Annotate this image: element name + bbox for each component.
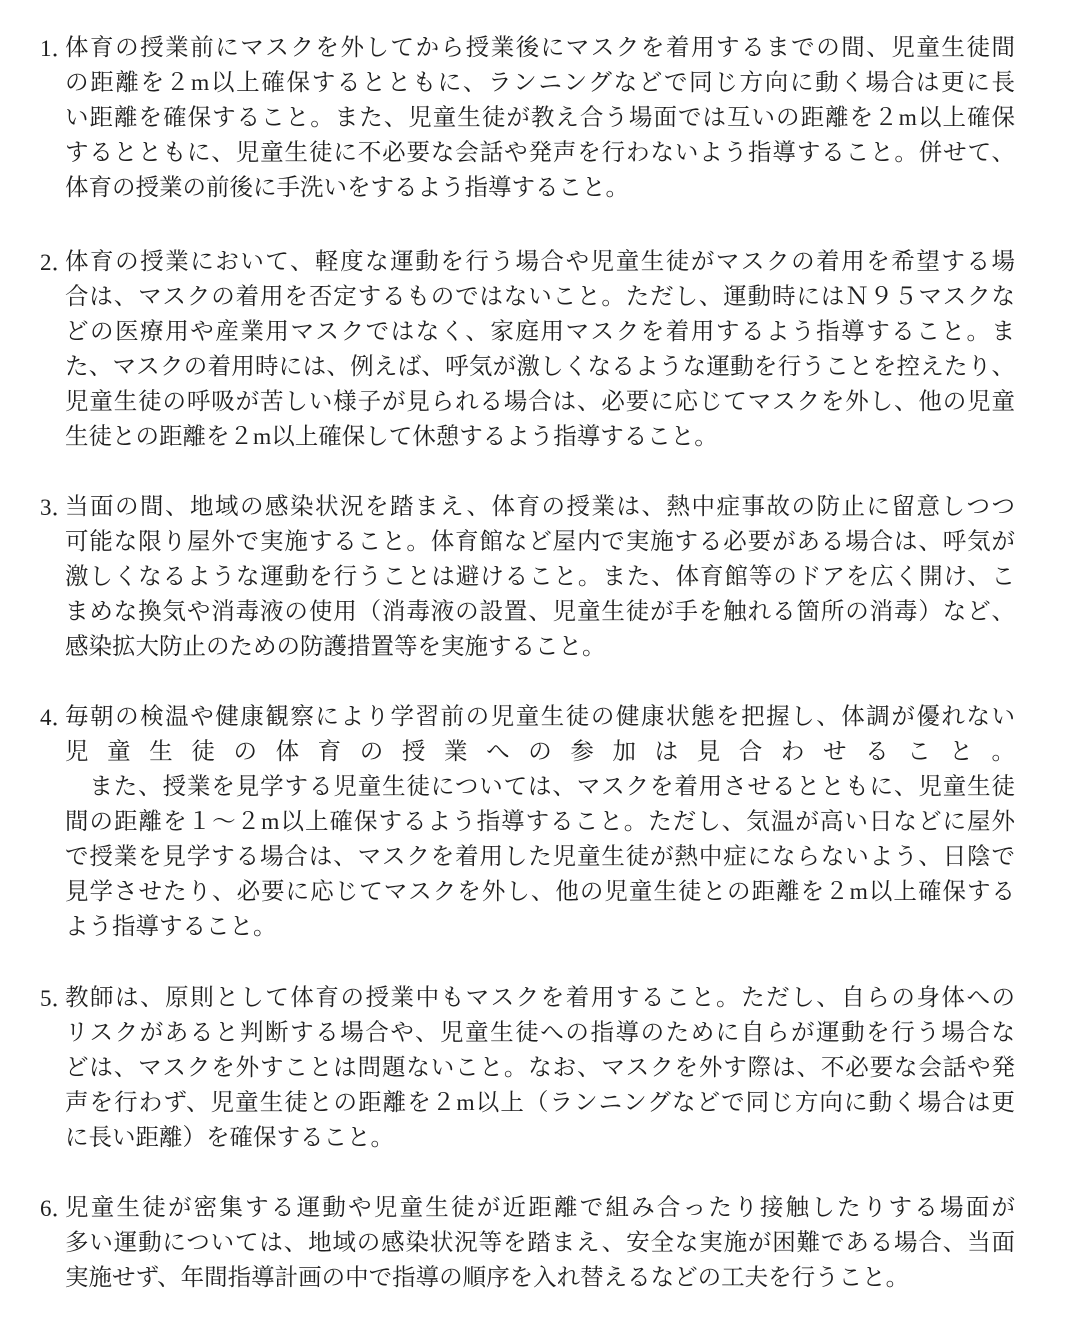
paragraph-line: 児童生徒の体育の授業への参加は見合わせること。: [65, 739, 1015, 765]
paragraph-line: 児童生徒の呼吸が苦しい様子が見られる場合は、必要に応じてマスクを外し、他の児童: [65, 389, 1015, 415]
paragraph-line: 合は、マスクの着用を否定するものではないこと。ただし、運動時にはＮ９５マスクな: [65, 284, 1015, 310]
paragraph-line: た、マスクの着用時には、例えば、呼気が激しくなるような運動を行うことを控えたり、: [65, 354, 1015, 380]
paragraph-line: 声を行わず、児童生徒との距離を２m以上（ランニングなどで同じ方向に動く場合は更: [65, 1090, 1015, 1116]
paragraph-line: まめな換気や消毒液の使用（消毒液の設置、児童生徒が手を触れる箇所の消毒）など、: [65, 599, 1015, 625]
paragraph-line: どは、マスクを外すことは問題ないこと。なお、マスクを外す際は、不必要な会話や発: [65, 1055, 1015, 1081]
numbered-paragraph: [40, 700, 1015, 945]
paragraph-line: 可能な限り屋外で実施すること。体育館など屋内で実施する必要がある場合は、呼気が: [65, 529, 1015, 555]
numbered-paragraph: [40, 490, 1015, 665]
numbered-paragraph: [40, 245, 1015, 455]
paragraph-line: 児童生徒が密集する運動や児童生徒が近距離で組み合ったり接触したりする場面が: [65, 1195, 1015, 1221]
paragraph-line: 体育の授業において、軽度な運動を行う場合や児童生徒がマスクの着用を希望する場: [65, 249, 1015, 275]
paragraph-line: 見学させたり、必要に応じてマスクを外し、他の児童生徒との距離を２m以上確保する: [65, 879, 1015, 905]
paragraph-line: 毎朝の検温や健康観察により学習前の児童生徒の健康状態を把握し、体調が優れない: [65, 704, 1015, 730]
paragraph-line: するとともに、児童生徒に不必要な会話や発声を行わないよう指導すること。併せて、: [65, 140, 1015, 166]
paragraph-line: リスクがあると判断する場合や、児童生徒への指導のために自らが運動を行う場合な: [65, 1020, 1015, 1046]
paragraph-line: 激しくなるような運動を行うことは避けること。また、体育館等のドアを広く開け、こ: [65, 564, 1015, 590]
paragraph-line: で授業を見学する場合は、マスクを着用した児童生徒が熱中症にならないよう、日陰で: [65, 844, 1015, 870]
paragraph-line: の距離を２m以上確保するとともに、ランニングなどで同じ方向に動く場合は更に長: [65, 70, 1015, 96]
paragraph-line: 感染拡大防止のための防護措置等を実施すること。: [65, 634, 606, 660]
paragraph-line: 実施せず、年間指導計画の中で指導の順序を入れ替えるなどの工夫を行うこと。: [65, 1265, 910, 1291]
paragraph-line: 多い運動については、地域の感染状況等を踏まえ、安全な実施が困難である場合、当面: [65, 1230, 1015, 1256]
paragraph-number: 2．: [40, 250, 75, 275]
paragraph-number: 5．: [40, 986, 75, 1011]
numbered-paragraph: [40, 981, 1015, 1156]
paragraph-line: い距離を確保すること。また、児童生徒が教え合う場面では互いの距離を２m以上確保: [65, 105, 1015, 131]
numbered-paragraph: [40, 31, 1015, 206]
numbered-paragraph: [40, 1191, 1015, 1296]
paragraph-line: また、授業を見学する児童生徒については、マスクを着用させるとともに、児童生徒: [65, 774, 1015, 800]
paragraph-line: に長い距離）を確保すること。: [65, 1125, 394, 1151]
paragraph-number: 4．: [40, 705, 75, 730]
paragraph-line: 間の距離を１～２m以上確保するよう指導すること。ただし、気温が高い日などに屋外: [65, 809, 1015, 835]
paragraph-line: 体育の授業の前後に手洗いをするよう指導すること。: [65, 175, 629, 201]
paragraph-number: 6．: [40, 1196, 75, 1221]
paragraph-number: 1．: [40, 36, 75, 61]
paragraph-line: 生徒との距離を２m以上確保して休憩するよう指導すること。: [65, 424, 718, 450]
paragraph-number: 3．: [40, 495, 75, 520]
paragraph-line: 教師は、原則として体育の授業中もマスクを着用すること。ただし、自らの身体への: [65, 985, 1015, 1011]
paragraph-line: よう指導すること。: [65, 914, 277, 940]
paragraph-line: 体育の授業前にマスクを外してから授業後にマスクを着用するまでの間、児童生徒間: [65, 35, 1015, 61]
paragraph-line: どの医療用や産業用マスクではなく、家庭用マスクを着用するよう指導すること。ま: [65, 319, 1015, 345]
paragraph-line: 当面の間、地域の感染状況を踏まえ、体育の授業は、熱中症事故の防止に留意しつつ: [65, 494, 1015, 520]
